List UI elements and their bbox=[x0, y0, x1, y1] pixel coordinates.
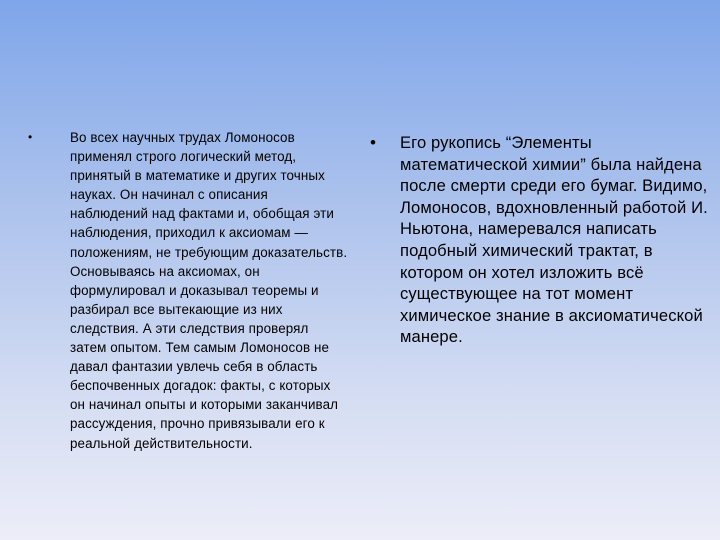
right-bullet-item bbox=[370, 132, 710, 348]
left-paragraph: Во всех научных трудах Ломоносов применял строго логический метод, принятый в математике и других точных науках. Он начинал с описания наблюдений над фактами и, обобщая эти наблюдения, приходил к аксиомам — положениям, не требующим доказательств. Основываясь на аксиомах, он формулировал и доказывал теоремы и разбирал все вытекающие из них следствия. А эти следствия проверял затем опытом. Тем самым Ломоносов не давал фантазии увлечь себя в область беспочвенных догадок: факты, с которых он начинал опыты и которыми заканчивал рассуждения, прочно привязывали его к реальной действительности. bbox=[70, 130, 348, 451]
bullet-marker: • bbox=[28, 130, 33, 144]
right-paragraph: Его рукопись “Элементы математической химии” была найдена после смерти среди его бумаг. Видимо, Ломоносов, вдохновленный работой И. Ньютона, намеревался написать подобный химический трактат, в котором он хотел изложить всё существующее на тот момент химическое знание в аксиоматической манере. bbox=[400, 133, 708, 347]
bullet-marker: • bbox=[370, 133, 376, 152]
right-text-column bbox=[370, 132, 710, 348]
left-text-column bbox=[28, 128, 348, 453]
left-bullet-item bbox=[28, 128, 348, 453]
